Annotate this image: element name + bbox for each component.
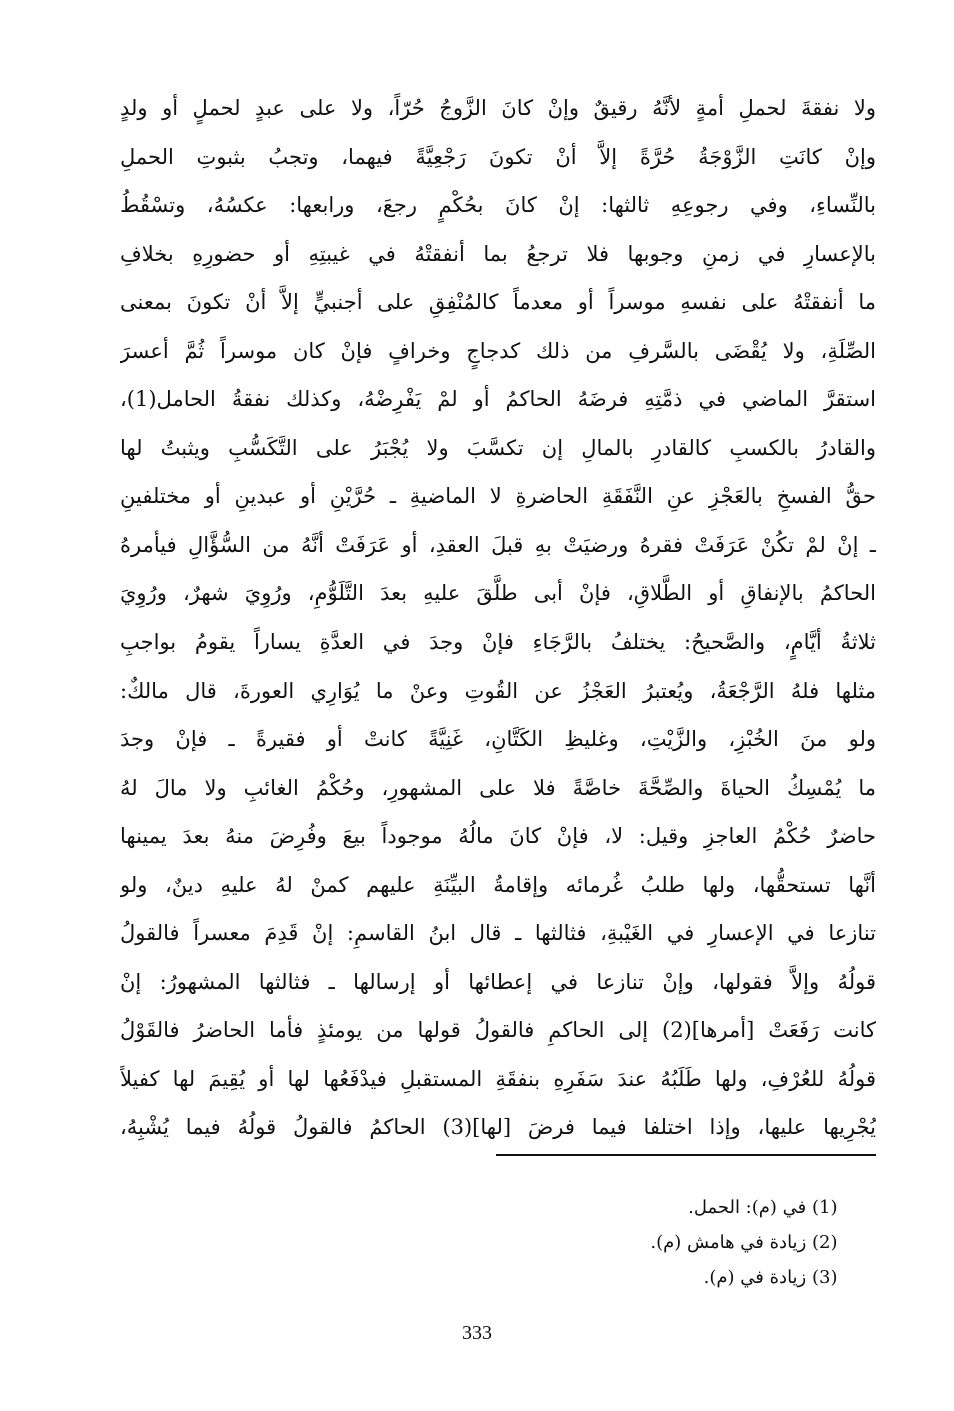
footnote-number: (3) [812, 1267, 838, 1288]
text-line: أنَّها تستحقُّها، ولها طلبُ غُرمائه وإقامةُ البيِّنَةِ عليهم كمنْ لهُ عليهِ دينٌ، ولو [120, 872, 876, 897]
text-line: والقادرُ بالكسبِ كالقادرِ بالمالِ إن تكسَّبَ ولا يُجْبَرُ على التَّكَسُّبِ ويثبتُ لها [120, 435, 876, 460]
page-number: 333 [462, 1322, 492, 1344]
footnotes [354, 1190, 854, 1295]
footnote-text: زيادة في هامش (م). [650, 1232, 807, 1253]
text-line: مثلها فلهُ الرَّجْعَةُ، ويُعتبرُ العَجْزُ عن القُوتِ وعنْ ما يُوَارِي العورةَ، قال مالكٌ: [120, 678, 876, 703]
footnote-text: زيادة في (م). [703, 1267, 807, 1288]
text-line: تنازعا في الإعسارِ في الغَيْبةِ، فثالثها ـ قال ابنُ القاسمِ: إنْ قَدِمَ معسراً فالقولُ [120, 921, 876, 946]
footnote-item [354, 1190, 854, 1225]
text-line: يُجْرِيها عليها، وإذا اختلفا فيما فرضَ [لها](3) الحاكمُ فالقولُ قولُهُ فيما يُشْبِهُ، [120, 1115, 876, 1140]
text-line: ثلاثةُ أيَّامٍ، والصَّحيحُ: يختلفُ بالرَّجَاءِ فإنْ وجدَ في العدَّةِ يساراً يقومُ بواجبِ [120, 630, 876, 655]
text-line: الصِّلَةِ، ولا يُقْضَى بالسَّرفِ من ذلك كدجاجٍ وخرافٍ فإنْ كان موسراً ثُمَّ أعسرَ [120, 338, 876, 363]
main-text [120, 84, 876, 1152]
text-line: ما يُمْسِكُ الحياةَ والصِّحَّةَ خاصَّةً فلا على المشهورِ، وحُكْمُ الغائبِ ولا مالَ لهُ [120, 775, 876, 800]
text-line: قولُهُ للعُرْفِ، ولها طَلَبُهُ عندَ سَفَرِهِ بنفقَةِ المستقبلِ فيدْفَعُها لها أو يُقِيمَ لها كفيلاً [120, 1066, 876, 1091]
text-line: حقُّ الفسخِ بالعَجْزِ عنِ النَّفَقَةِ الحاضرةِ لا الماضيةِ ـ حُرَّيْنِ أو عبدينِ أو مختلفينِ [120, 484, 876, 509]
text-line: استقرَّ الماضي في ذمَّتِهِ فرضَهُ الحاكمُ أو لمْ يَفْرِضْهُ، وكذلك نفقةُ الحامل(1)، [120, 387, 876, 412]
text-line: حاضرٌ حُكْمُ العاجزِ وقيل: لا، فإنْ كانَ مالُهُ موجوداً بيعَ وفُرِضَ منهُ بعدَ يمينها [120, 824, 876, 849]
text-line: كانت رَفَعَتْ [أمرها](2) إلى الحاكمِ فالقولُ قولها من يومئذٍ فأما الحاضرُ فالقَوْلُ [120, 1018, 876, 1043]
text-line: قولُهُ وإلاَّ فقولها، وإنْ تنازعا في إعطائها أو إرسالها ـ فثالثها المشهورُ: إنْ [120, 969, 876, 994]
text-line: بالإعسارِ في زمنِ وجوبها فلا ترجعُ بما أنفقتْهُ في غيبتِهِ أو حضورِهِ بخلافِ [120, 241, 876, 266]
text-line: ما أنفقتْهُ على نفسهِ موسراً أو معدماً كالمُنْفِقِ على أجنبيٍّ إلاَّ أنْ تكونَ بمعنى [120, 290, 876, 315]
footnote-number: (2) [812, 1232, 838, 1253]
text-line: الحاكمُ بالإنفاقِ أو الطَّلاقِ، فإنْ أبى طلَّقَ عليهِ بعدَ التَّلَوُّمِ، ورُوِيَ شهرٌ، ورُوِيَ [120, 581, 876, 606]
text-line: بالنِّساءِ، وفي رجوعِهِ ثالثها: إنْ كانَ بحُكْمٍ رجعَ، ورابعها: عكسُهُ، وتسْقُطُ [120, 193, 876, 218]
text-line: وإنْ كانَتِ الزَّوْجَةُ حُرَّةً إلاَّ أنْ تكونَ رَجْعِيَّةً فيهما، وتجبُ بثبوتِ الحملِ [120, 144, 876, 169]
footnote-divider [496, 1154, 876, 1156]
footnote-text: في (م): الحمل. [688, 1197, 807, 1218]
footnote-item [354, 1260, 854, 1295]
footnote-item [354, 1225, 854, 1260]
text-line: ـ إنْ لمْ تكُنْ عَرَفَتْ فقرهُ ورضيَتْ بهِ قبلَ العقدِ، أو عَرَفَتْ أنَّهُ من السُّؤَّالِ فيأمرهُ [120, 532, 876, 557]
text-line: ولا نفقةَ لحملِ أمةٍ لأنَّهُ رقيقٌ وإنْ كانَ الزَّوجُ حُرّاً، ولا على عبدٍ لحملٍ أو ولدٍ [120, 96, 876, 120]
footnote-number: (1) [812, 1197, 838, 1218]
text-line: ولو منَ الخُبْزِ، والزَّيْتِ، وغليظِ الكَتَّانِ، غَنِيَّةً كانتْ أو فقيرةً ـ فإنْ وجدَ [120, 727, 876, 752]
